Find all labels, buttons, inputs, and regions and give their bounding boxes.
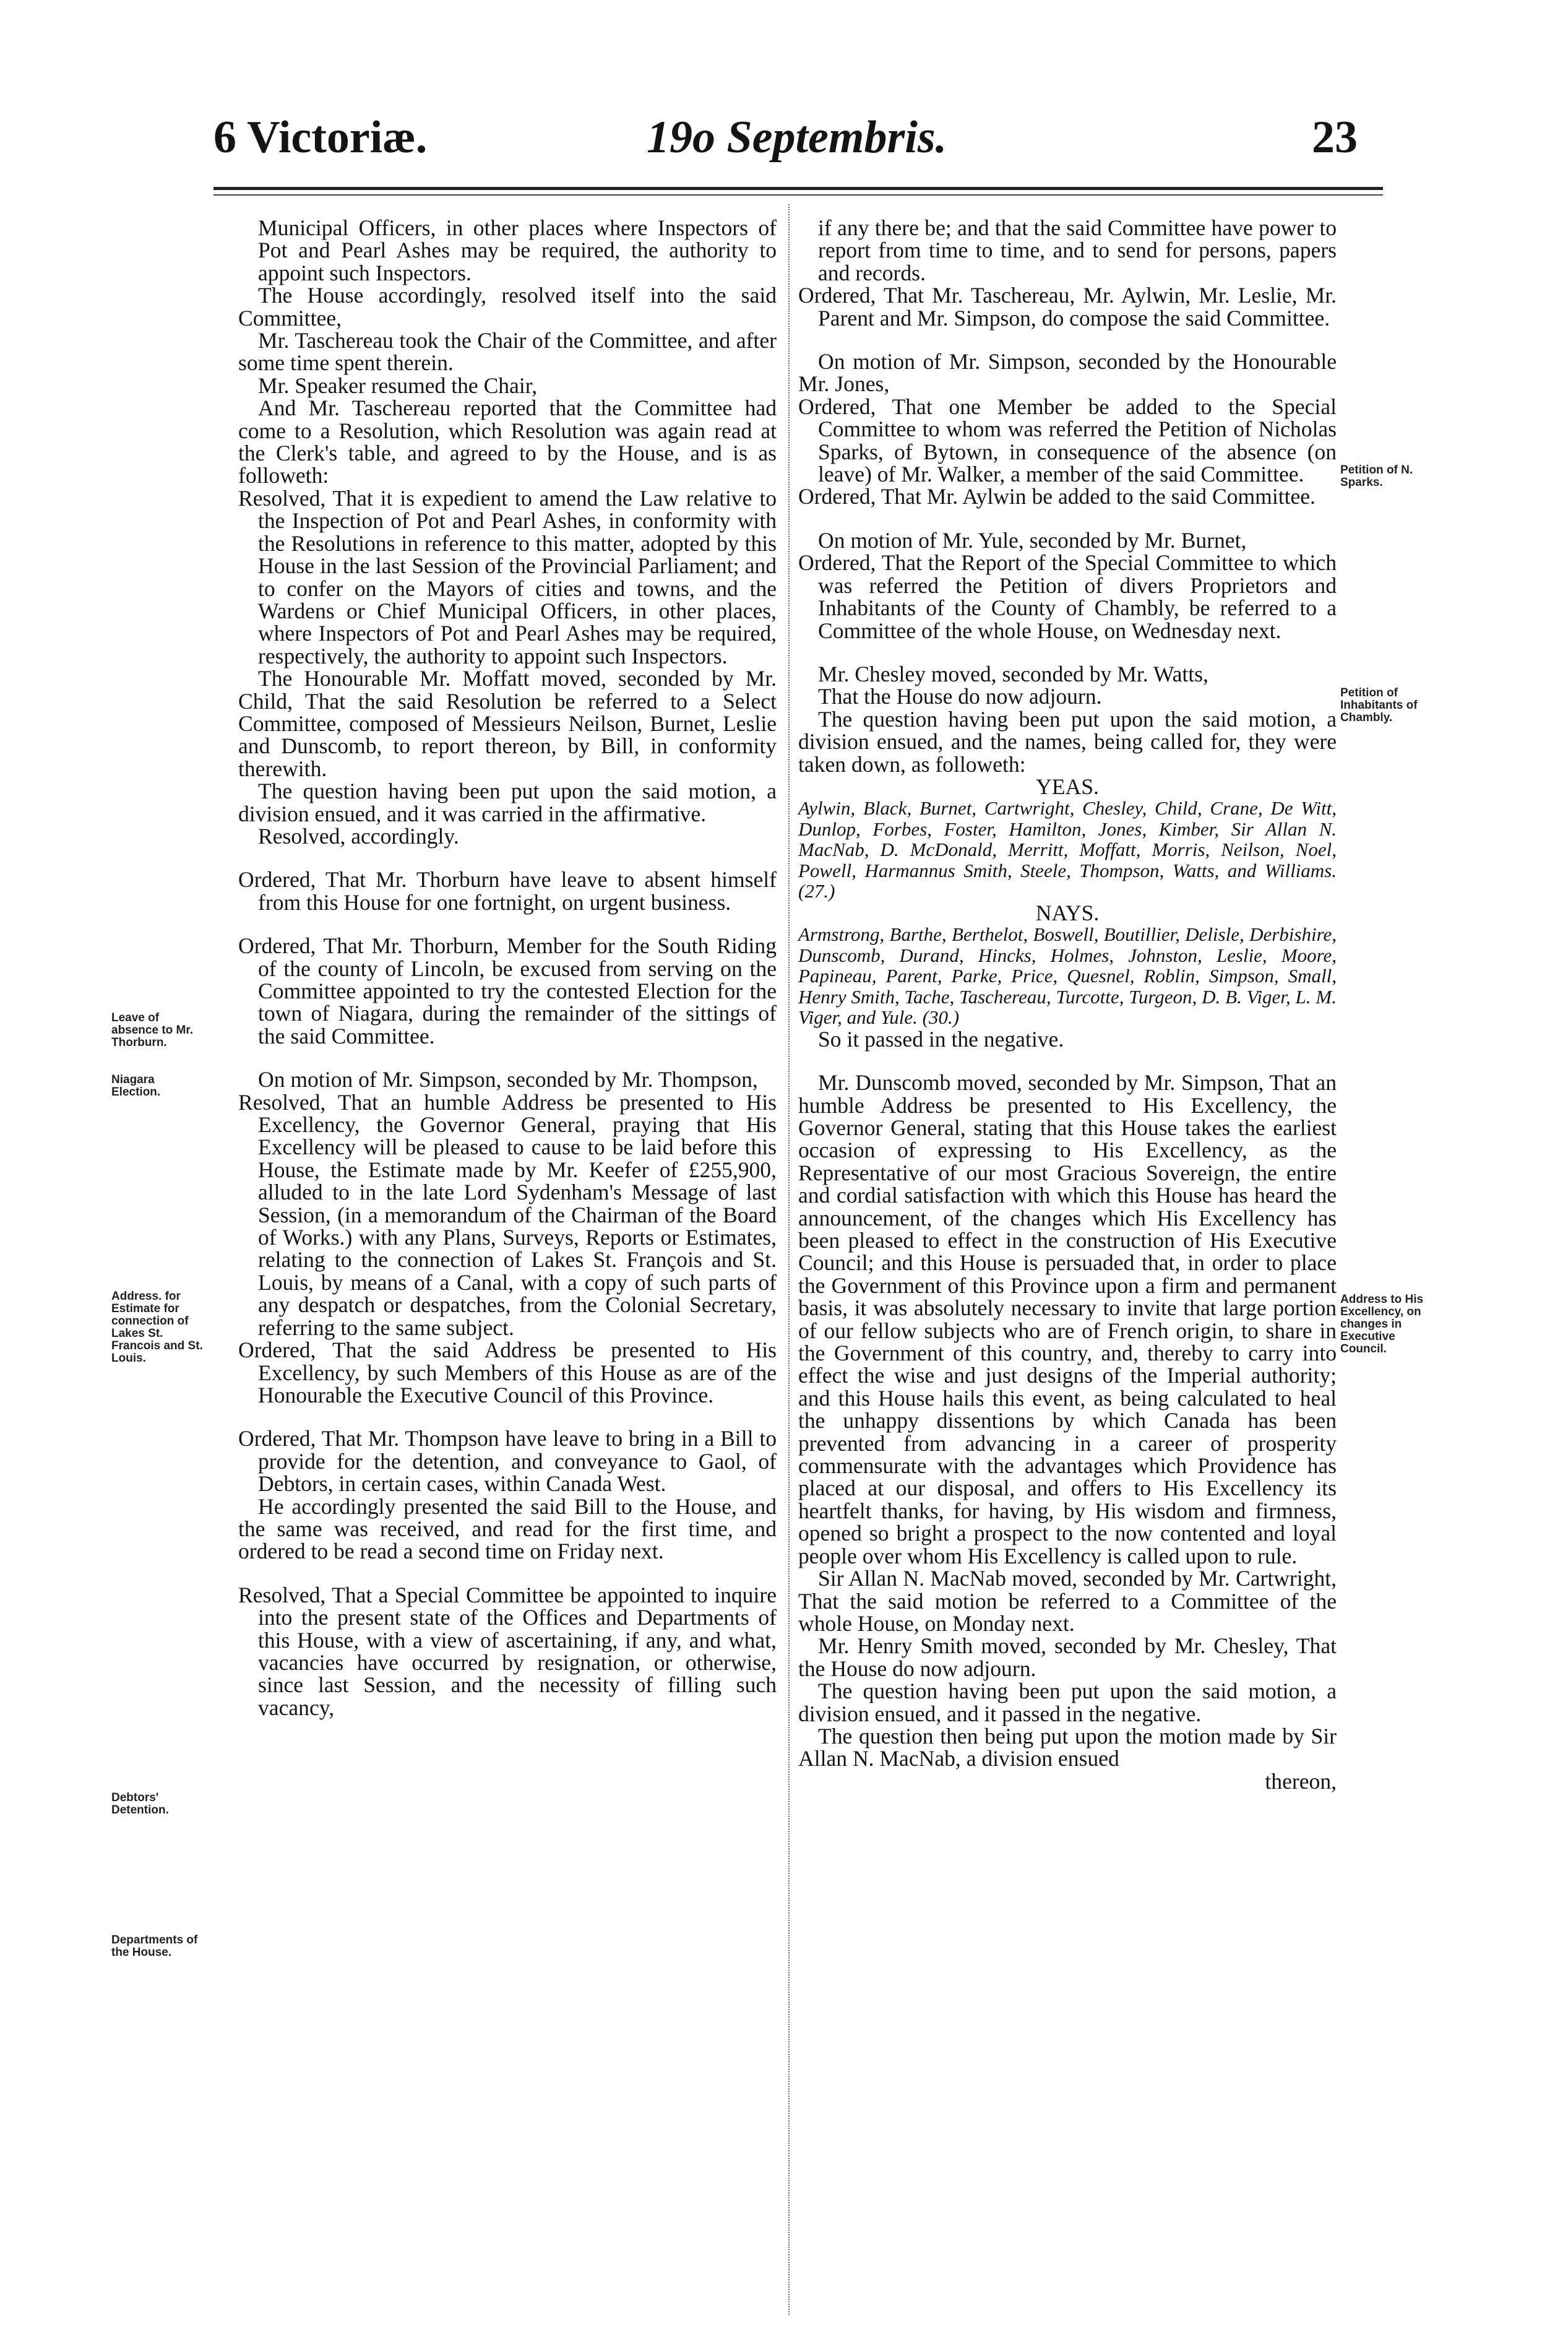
nays-heading: NAYS. bbox=[1035, 900, 1100, 925]
order-chambly: Ordered, That the Report of the Special Committee to which was referred the Petition of divers Proprietors and Inhabitants of the County of Chambly, be referred to a Committee of the whole House, on Wednesday next. bbox=[798, 550, 1337, 643]
right-column bbox=[798, 217, 1337, 1792]
paragraph: The question having been put upon the said motion, a division ensued, and it was carried in the affirmative. bbox=[238, 779, 777, 826]
order-committee: Ordered, That Mr. Taschereau, Mr. Aylwin, Mr. Leslie, Mr. Parent and Mr. Simpson, do compose the said Committee. bbox=[798, 283, 1337, 331]
margin-note-sparks: Petition of N. Sparks. bbox=[1340, 464, 1413, 489]
paragraph: On motion of Mr. Yule, seconded by Mr. Burnet, bbox=[818, 527, 1247, 553]
resolution: Resolved, That it is expedient to amend the Law relative to the Inspection of Pot and Pearl Ashes, in conformity with the Resolutions in reference to this matter, adopted by this House in the last Session of the Provincial Parliament; and to confer on the Mayors of cities and towns, and the Wardens or Chief Municipal Officers, in other places, where Inspectors of Pot and Pearl Ashes may be required, respectively, the authority to appoint such Inspectors. bbox=[238, 485, 777, 668]
paragraph: And Mr. Taschereau reported that the Committee had come to a Resolution, which Resolution was again read at the Clerk's table, and agreed to by the House, and is as followeth: bbox=[238, 395, 777, 488]
paragraph: Mr. Chesley moved, seconded by Mr. Watts, bbox=[818, 661, 1208, 686]
resolution-address: Resolved, That an humble Address be presented to His Excellency, the Governor General, praying that His Excellency will be pleased to cause to be laid before this House, the Estimate made by Mr. Keefer of £255,900, alluded to in the late Lord Sydenham's Message of last Session, (in a memorandum of the Chairman of the Board of Works.) with any Plans, Surveys, Reports or Estimates, relating to the connection of Lakes St. François and St. Louis, by means of a Canal, with a copy of such parts of any despatch or despatches, from the Colonial Secretary, referring to the same subject. bbox=[238, 1089, 777, 1340]
paragraph: That the House do now adjourn. bbox=[818, 684, 1102, 709]
header-rule bbox=[213, 187, 1383, 190]
yeas-heading: YEAS. bbox=[1036, 774, 1099, 799]
order-leave: Ordered, That Mr. Thorburn have leave to absent himself from this House for one fortnight, on urgent business. bbox=[238, 867, 777, 915]
paragraph: The question having been put upon the said motion, a division ensued, and it passed in the negative. bbox=[798, 1679, 1337, 1726]
yeas-list: Aylwin, Black, Burnet, Cartwright, Chesley, Child, Crane, De Witt, Dunlop, Forbes, Foster, Hamilton, Jones, Kimber, Sir Allan N. MacNab, D. McDonald, Merritt, Moffatt, Morris, Neilson, Noel, Powell, Harmannus Smith, Steele, Thompson, Watts, and Williams. (27.) bbox=[798, 797, 1337, 902]
margin-note-address-estimate: Address. for Estimate for connection of Lakes St. Francois and St. Louis. bbox=[111, 1290, 203, 1365]
paragraph: Mr. Speaker resumed the Chair, bbox=[258, 373, 538, 398]
paragraph: The House accordingly, resolved itself into the said Committee, bbox=[238, 283, 777, 331]
paragraph: The question having been put upon the said motion, a division ensued, and the names, being called for, they were taken down, as followeth: bbox=[798, 706, 1337, 777]
nays-list: Armstrong, Barthe, Berthelot, Boswell, Boutillier, Delisle, Derbishire, Dunscomb, Durand, Hincks, Holmes, Johnston, Leslie, Moore, Papineau, Parent, Parke, Price, Quesnel, Roblin, Simpson, Small, Henry Smith, Tache, Taschereau, Turcotte, Turgeon, D. B. Viger, L. M. Viger, and Yule. (30.) bbox=[798, 923, 1337, 1029]
paragraph: The question then being put upon the motion made by Sir Allan N. MacNab, a division ensued bbox=[798, 1723, 1337, 1771]
order-niagara: Ordered, That Mr. Thorburn, Member for the South Riding of the county of Lincoln, be excused from serving on the Committee appointed to try the contested Election for the town of Niagara, during the remainder of the sittings of the said Committee. bbox=[238, 933, 777, 1048]
margin-note-debtors: Debtors' Detention. bbox=[111, 1791, 169, 1817]
order-aylwin: Ordered, That Mr. Aylwin be added to the said Committee. bbox=[798, 484, 1316, 509]
order-address: Ordered, That the said Address be presented to His Excellency, by such Members of this House as are of the Honourable the Executive Council of this Province. bbox=[238, 1338, 777, 1407]
paragraph: Mr. Henry Smith moved, seconded by Mr. Chesley, That the House do now adjourn. bbox=[798, 1633, 1337, 1681]
paragraph: On motion of Mr. Simpson, seconded by the Honourable Mr. Jones, bbox=[798, 349, 1337, 397]
header-regnal-year: 6 Victoriæ. bbox=[213, 112, 428, 163]
column-divider bbox=[788, 204, 790, 2315]
margin-note-chambly: Petition of Inhabitants of Chambly. bbox=[1340, 686, 1418, 724]
order-debtors: Ordered, That Mr. Thompson have leave to bring in a Bill to provide for the detention, and conveyance to Gaol, of Debtors, in certain cases, within Canada West. bbox=[238, 1426, 777, 1497]
paragraph: Sir Allan N. MacNab moved, seconded by Mr. Cartwright, That the said motion be referred to a Committee of the whole House, on Monday next. bbox=[798, 1566, 1337, 1636]
order-sparks: Ordered, That one Member be added to the Special Committee to whom was referred the Petition of Nicholas Sparks, of Bytown, in consequence of the absence (on leave) of Mr. Walker, a member of the said Committee. bbox=[798, 394, 1337, 487]
paragraph: Resolved, accordingly. bbox=[258, 823, 459, 849]
paragraph: Mr. Taschereau took the Chair of the Committee, and after some time spent therein. bbox=[238, 328, 777, 376]
paragraph: if any there be; and that the said Committee have power to report from time to time, and to send for persons, papers and records. bbox=[818, 215, 1337, 285]
paragraph: He accordingly presented the said Bill to the House, and the same was received, and read for the first time, and ordered to be read a second time on Friday next. bbox=[238, 1493, 777, 1564]
motion-address: Mr. Dunscomb moved, seconded by Mr. Simpson, That an humble Address be presented to His Excellency, the Governor General, stating that this House takes the earliest occasion of expressing to His Excellency, as the Representative of our most Gracious Sovereign, the entire and cordial satisfaction with which this House has heard the announcement, of the changes which His Excellency has been pleased to effect in the construction of His Executive Council; and this House is persuaded that, in order to place the Government of this Province upon a firm and permanent basis, it was absolutely necessary to invite that large portion of our fellow subjects who are of French origin, to share in the Government of this country, and, thereby to carry into effect the wise and just designs of the Imperial authority; and this House hails this event, as being calculated to heal the unhappy dissentions by which Canada has been prevented from advancing in a career of prosperity commensurate with the advantages which Providence has placed at our disposal, and offers to His Excellency its heartfelt thanks, for having, by His wisdom and firmness, opened so bright a prospect to the now contented and loyal people over whom His Excellency is called upon to rule. bbox=[798, 1070, 1337, 1568]
left-column bbox=[238, 217, 777, 1719]
paragraph: So it passed in the negative. bbox=[818, 1026, 1064, 1052]
margin-note-departments: Departments of the House. bbox=[111, 1934, 198, 1959]
margin-note-niagara: Niagara Election. bbox=[111, 1073, 161, 1099]
paragraph: The Honourable Mr. Moffatt moved, seconded by Mr. Child, That the said Resolution be referred to a Select Committee, composed of Messieurs Neilson, Burnet, Leslie and Dunscomb, to report thereon, by Bill, in conformity therewith. bbox=[238, 666, 777, 781]
header-rule-thin bbox=[213, 194, 1383, 196]
paragraph: Municipal Officers, in other places where Inspectors of Pot and Pearl Ashes may be required, the authority to appoint such Inspectors. bbox=[258, 215, 777, 285]
catchword: thereon, bbox=[1265, 1768, 1337, 1794]
header-date: 19o Septembris. bbox=[647, 112, 947, 163]
paragraph: On motion of Mr. Simpson, seconded by Mr. Thompson, bbox=[258, 1067, 758, 1092]
page-number: 23 bbox=[1312, 112, 1358, 163]
margin-note-leave: Leave of absence to Mr. Thorburn. bbox=[111, 1011, 193, 1049]
margin-note-address-excellency: Address to His Excellency, on changes in Executive Council. bbox=[1340, 1293, 1424, 1355]
resolution-departments: Resolved, That a Special Committee be appointed to inquire into the present state of the Offices and Departments of this House, with a view of ascertaining, if any, and what, vacancies have occurred by resignation, or otherwise, since last Session, and the necessity of filling such vacancy, bbox=[238, 1582, 777, 1720]
